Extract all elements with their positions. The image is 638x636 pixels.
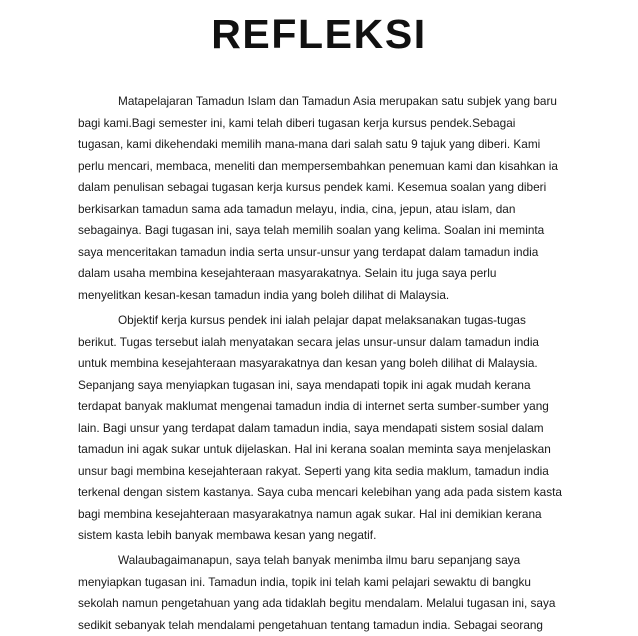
text-line: tugasan, kami dikehendaki memilih mana-mana dari salah satu 9 tajuk yang diberi. Kami [78,137,541,152]
paragraph-conclusion [78,550,574,636]
paragraph-objective [78,310,574,547]
text-line: sistem kasta lebih banyak membawa kesan yang negatif. [78,528,377,543]
text-line: menyelitkan kesan-kesan tamadun india yang boleh dilihat di Malaysia. [78,287,450,302]
document-title: REFLEKSI [211,11,427,57]
text-line: dalam usaha membina kesejahteraan masyarakatnya. Selain itu juga saya perlu [78,266,497,281]
text-line: unsur bagi membina kesejahteraan rakyat. Seperti yang kita sedia maklum, tamadun india [78,463,549,478]
text-line: terkenal dengan sistem kastanya. Saya cuba mencari kelebihan yang ada pada sistem kasta [78,485,562,500]
text-line: bagi kami.Bagi semester ini, kami telah diberi tugasan kerja kursus pendek.Sebagai [78,115,516,130]
text-line: berkisarkan tamadun sama ada tamadun melayu, india, cina, jepun, atau islam, dan [78,201,516,216]
text-line: untuk membina kesejahteraan masyarakatnya dan kesan yang boleh dilihat di Malaysia. [78,356,538,371]
text-line: terdapat banyak maklumat mengenai tamadun india di internet serta sumber-sumber yang [78,399,549,414]
text-line: Walaubagaimanapun, saya telah banyak menimba ilmu baru sepanjang saya [118,553,521,567]
paragraph-intro [78,91,574,306]
text-line: saya menceritakan tamadun india serta unsur-unsur yang terdapat dalam tamadun india [78,244,539,259]
text-line: lain. Bagi unsur yang terdapat dalam tamadun india, saya mendapati sistem sosial dalam [78,420,544,435]
text-line: tamadun ini agak sukar untuk dijelaskan. Hal ini kerana soalan meminta saya menjelaskan [78,442,551,457]
text-line: sebagainya. Bagi tugasan ini, saya telah memilih soalan yang kelima. Soalan ini meminta [78,223,545,238]
text-line: Objektif kerja kursus pendek ini ialah pelajar dapat melaksanakan tugas-tugas [118,313,526,327]
text-line: Sepanjang saya menyiapkan tugasan ini, saya mendapati topik ini agak mudah kerana [78,377,531,392]
text-line: menyiapkan tugasan ini. Tamadun india, topik ini telah kami pelajari sewaktu di bangku [78,574,531,589]
text-line: perlu mencari, membaca, meneliti dan mempersembahkan penemuan kami dan kisahkan ia [78,158,558,173]
text-line: sedikit sebanyak telah mendalami pengetahuan tentang tamadun india. Sebagai seorang [78,617,543,632]
text-line: berikut. Tugas tersebut ialah menyatakan secara jelas unsur-unsur dalam tamadun india [78,334,539,349]
text-line: bagi membina kesejahteraan masyarakatnya namun agak sukar. Hal ini demikian kerana [78,506,542,521]
text-line: Matapelajaran Tamadun Islam dan Tamadun Asia merupakan satu subjek yang baru [118,94,557,108]
text-line: sekolah namun pengetahuan yang ada tidaklah begitu mendalam. Melalui tugasan ini, saya [78,596,556,611]
text-line: dalam penulisan sebagai tugasan kerja kursus pendek kami. Kesemua soalan yang diberi [78,180,547,195]
